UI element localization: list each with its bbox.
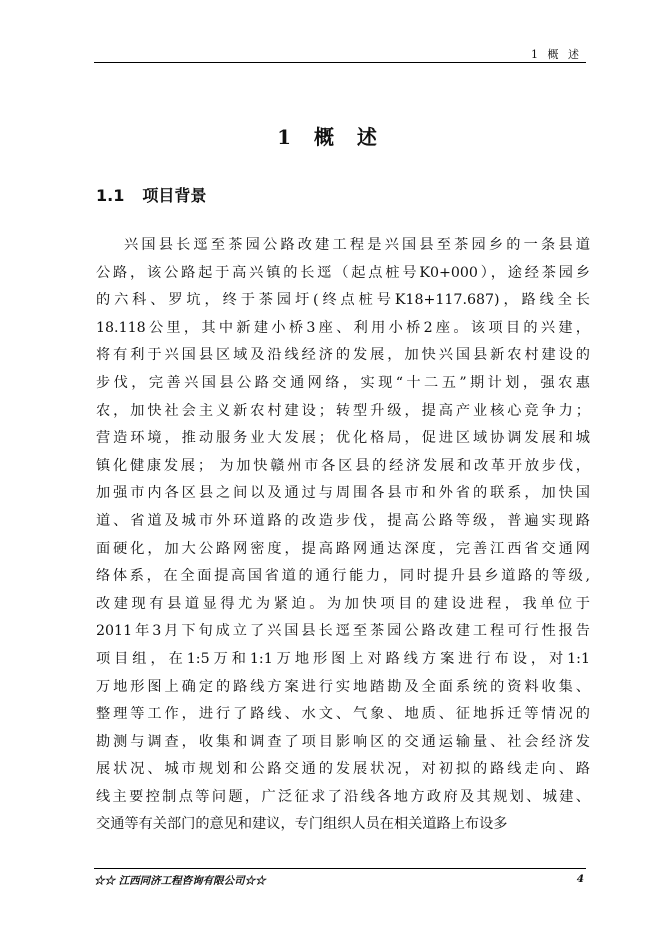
- section-number: 1.1: [96, 186, 125, 205]
- paragraph-line: 营造环境，推动服务业大发展；优化格局，促进区域协调发展和城: [96, 430, 590, 447]
- paragraph-line: 农，加快社会主义新农村建设；转型升级，提高产业核心竞争力；: [96, 402, 590, 419]
- body-paragraph: [96, 232, 590, 839]
- paragraph-line: 面硬化，加大公路网密度，提高路网通达深度，完善江西省交通网: [96, 540, 590, 557]
- paragraph-line: 的六科、罗坑，终于茶园圩(终点桩号K18+117.687)，路线全长: [96, 292, 590, 309]
- paragraph-line: 将有利于兴国县区域及沿线经济的发展，加快兴国县新农村建设的: [96, 347, 590, 364]
- running-header: 1 概 述: [531, 48, 582, 61]
- footer-company: ☆☆ 江西同济工程咨询有限公司☆☆: [94, 875, 266, 887]
- paragraph-line: 项目组，在1:5万和1:1万地形图上对路线方案进行布设，对1:1: [96, 650, 590, 667]
- header-rule: [94, 62, 586, 63]
- page-number: 4: [576, 873, 584, 885]
- paragraph-line: 整理等工作，进行了路线、水文、气象、地质、征地拆迁等情况的: [96, 706, 590, 723]
- footer-rule: [94, 868, 586, 869]
- paragraph-line: 2011年3月下旬成立了兴国县长逕至茶园公路改建工程可行性报告: [96, 623, 590, 640]
- paragraph-line: 改建现有县道显得尤为紧迫。为加快项目的建设进程，我单位于: [96, 595, 590, 612]
- paragraph-line: 万地形图上确定的路线方案进行实地踏勘及全面系统的资料收集、: [96, 678, 590, 695]
- section-title: 项目背景: [142, 186, 207, 205]
- paragraph-line: 镇化健康发展； 为加快赣州市各区县的经济发展和改革开放步伐，: [96, 457, 590, 474]
- paragraph-line: 加强市内各区县之间以及通过与周围各县市和外省的联系，加快国: [96, 485, 590, 502]
- section-heading: [96, 183, 206, 206]
- paragraph-line: 公路，该公路起于高兴镇的长逕（起点桩号K0+000），途经茶园乡: [96, 264, 590, 281]
- paragraph-line: 展状况、城市规划和公路交通的发展状况，对初拟的路线走向、路: [96, 761, 590, 778]
- paragraph-line: 勘测与调查，收集和调查了项目影响区的交通运输量、社会经济发: [96, 733, 590, 750]
- paragraph-line: 18.118公里，其中新建小桥3座、利用小桥2座。该项目的兴建，: [96, 319, 590, 336]
- paragraph-line: 络体系，在全面提高国省道的通行能力，同时提升县乡道路的等级,: [96, 568, 590, 585]
- paragraph-line: 步伐，完善兴国县公路交通网络，实现“十二五”期计划，强农惠: [96, 374, 590, 391]
- paragraph-line: 交通等有关部门的意见和建议，专门组织人员在相关道路上布设多: [96, 816, 508, 833]
- paragraph-line: 兴国县长逕至茶园公路改建工程是兴国县至茶园乡的一条县道: [124, 237, 590, 253]
- paragraph-line: 道、省道及城市外环道路的改造步伐，提高公路等级，普遍实现路: [96, 512, 590, 529]
- paragraph-line: 线主要控制点等问题，广泛征求了沿线各地方政府及其规划、城建、: [96, 788, 590, 805]
- chapter-title: 1 概 述: [277, 125, 385, 149]
